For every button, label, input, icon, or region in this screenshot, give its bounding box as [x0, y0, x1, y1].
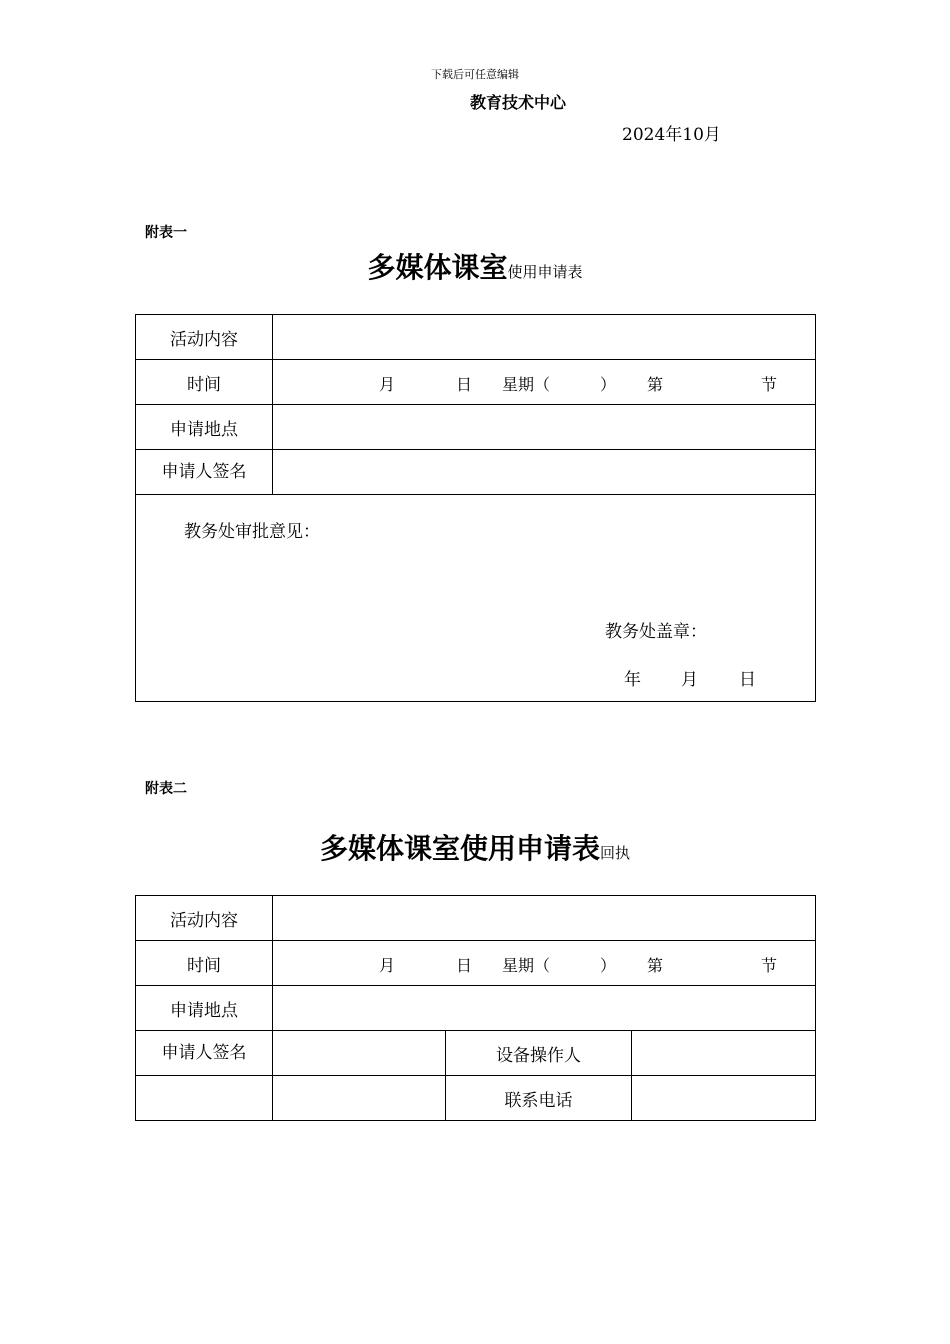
month-text: 月: [379, 375, 396, 394]
weekday-text: 星期（: [502, 956, 551, 975]
blank-cell[interactable]: [273, 1076, 446, 1121]
close-paren-text: ）: [600, 375, 617, 394]
operator-field[interactable]: [632, 1031, 816, 1076]
time-label: 时间: [136, 941, 273, 986]
activity-field[interactable]: [273, 315, 816, 360]
table-row: [136, 1031, 816, 1076]
activity-label: 活动内容: [136, 315, 273, 360]
location-field[interactable]: [273, 986, 816, 1031]
time-field[interactable]: [273, 360, 816, 405]
period-text: 节: [761, 956, 778, 975]
approval-day-text: 日: [739, 670, 756, 690]
table-row: [136, 986, 816, 1031]
approval-cell[interactable]: [136, 495, 816, 702]
operator-label: 设备操作人: [446, 1031, 632, 1076]
close-paren-text: ）: [600, 956, 617, 975]
form2-title-main: 多媒体课室使用申请表: [319, 832, 600, 865]
activity-label: 活动内容: [136, 896, 273, 941]
applicant-field[interactable]: [273, 1031, 446, 1076]
form1-table: [135, 314, 816, 702]
form2-table: [135, 895, 816, 1121]
seal-label: 教务处盖章：: [605, 622, 707, 642]
form1-title-sub: 使用申请表: [507, 263, 583, 281]
form2-title: [0, 827, 950, 867]
blank-cell[interactable]: [136, 1076, 273, 1121]
annex-two-label: 附表二: [145, 781, 187, 797]
month-text: 月: [379, 956, 396, 975]
document-date: 2024年10月: [622, 125, 721, 145]
phone-label: 联系电话: [446, 1076, 632, 1121]
table-row: [136, 495, 816, 702]
ordinal-text: 第: [647, 956, 664, 975]
location-label: 申请地点: [136, 405, 273, 450]
download-note: 下载后可任意编辑: [431, 68, 519, 81]
table-row: [136, 405, 816, 450]
approval-year-text: 年: [624, 670, 641, 690]
table-row: [136, 450, 816, 495]
weekday-text: 星期（: [502, 375, 551, 394]
table-row: [136, 941, 816, 986]
table-row: [136, 1076, 816, 1121]
form2-title-sub: 回执: [600, 844, 631, 862]
time-label: 时间: [136, 360, 273, 405]
organization-name: 教育技术中心: [469, 93, 566, 112]
table-row: [136, 896, 816, 941]
applicant-label: 申请人签名: [136, 1031, 273, 1076]
applicant-field[interactable]: [273, 450, 816, 495]
activity-field[interactable]: [273, 896, 816, 941]
approval-month-text: 月: [681, 670, 698, 690]
form1-title-main: 多媒体课室: [367, 251, 508, 284]
day-text: 日: [456, 956, 473, 975]
table-row: [136, 360, 816, 405]
applicant-label: 申请人签名: [136, 450, 273, 495]
location-label: 申请地点: [136, 986, 273, 1031]
approval-opinion-label: 教务处审批意见：: [184, 522, 320, 542]
form1-title: [0, 246, 950, 286]
ordinal-text: 第: [647, 375, 664, 394]
annex-one-label: 附表一: [145, 225, 187, 241]
table-row: [136, 315, 816, 360]
period-text: 节: [761, 375, 778, 394]
phone-field[interactable]: [632, 1076, 816, 1121]
day-text: 日: [456, 375, 473, 394]
location-field[interactable]: [273, 405, 816, 450]
time-field[interactable]: [273, 941, 816, 986]
